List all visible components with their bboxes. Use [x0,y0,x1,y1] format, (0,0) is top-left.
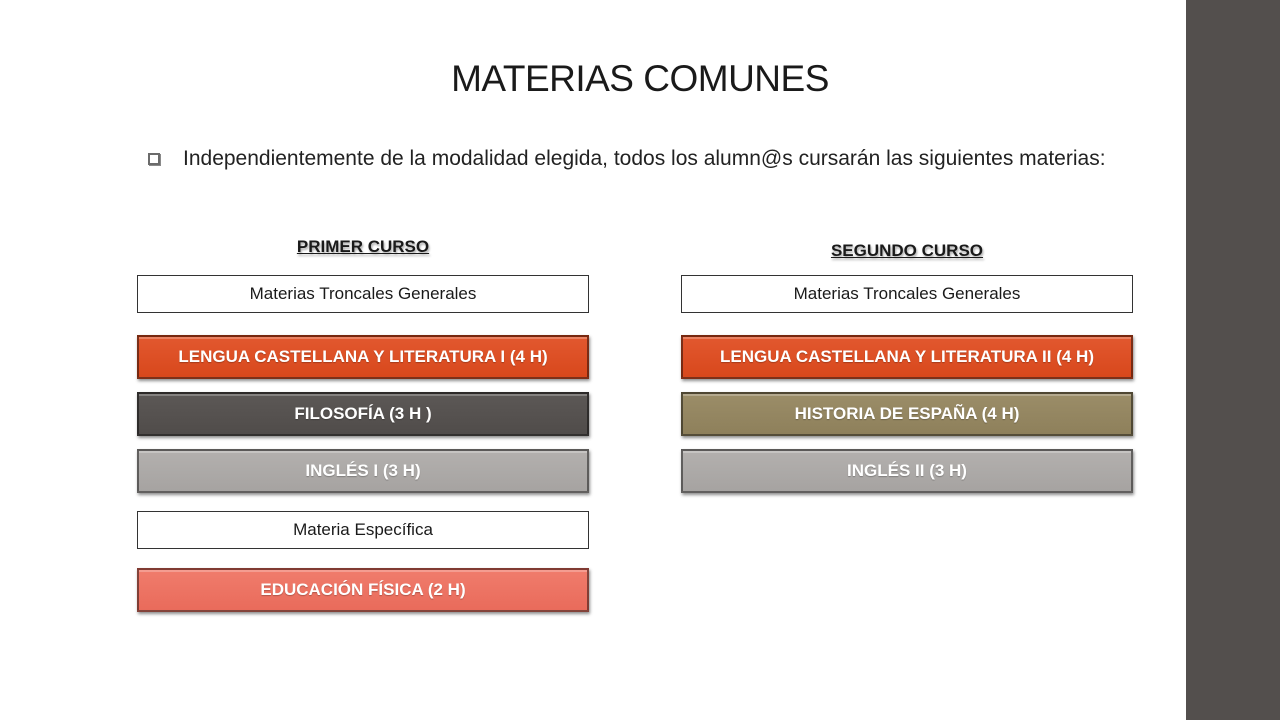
first-course-label: PRIMER CURSO [296,237,430,256]
subject-educacion-fisica: EDUCACIÓN FÍSICA (2 H) [137,568,589,612]
second-course-troncales-box: Materias Troncales Generales [681,275,1133,313]
intro-paragraph [148,144,1134,174]
subject-lengua-2: LENGUA CASTELLANA Y LITERATURA II (4 H) [681,335,1133,379]
slide-title: MATERIAS COMUNES [451,58,829,99]
first-course-especifica-box: Materia Específica [137,511,589,549]
side-decoration-band [1186,0,1280,720]
second-course-label: SEGUNDO CURSO [830,241,984,260]
subject-filosofia: FILOSOFÍA (3 H ) [137,392,589,436]
subject-lengua-1: LENGUA CASTELLANA Y LITERATURA I (4 H) [137,335,589,379]
subject-historia-espana: HISTORIA DE ESPAÑA (4 H) [681,392,1133,436]
first-course-troncales-box: Materias Troncales Generales [137,275,589,313]
intro-text: Independientemente de la modalidad elegida, todos los alumn@s cursarán las siguientes materias: [183,147,1106,170]
subject-ingles-1: INGLÉS I (3 H) [137,449,589,493]
subject-ingles-2: INGLÉS II (3 H) [681,449,1133,493]
square-bullet-icon [148,153,160,165]
